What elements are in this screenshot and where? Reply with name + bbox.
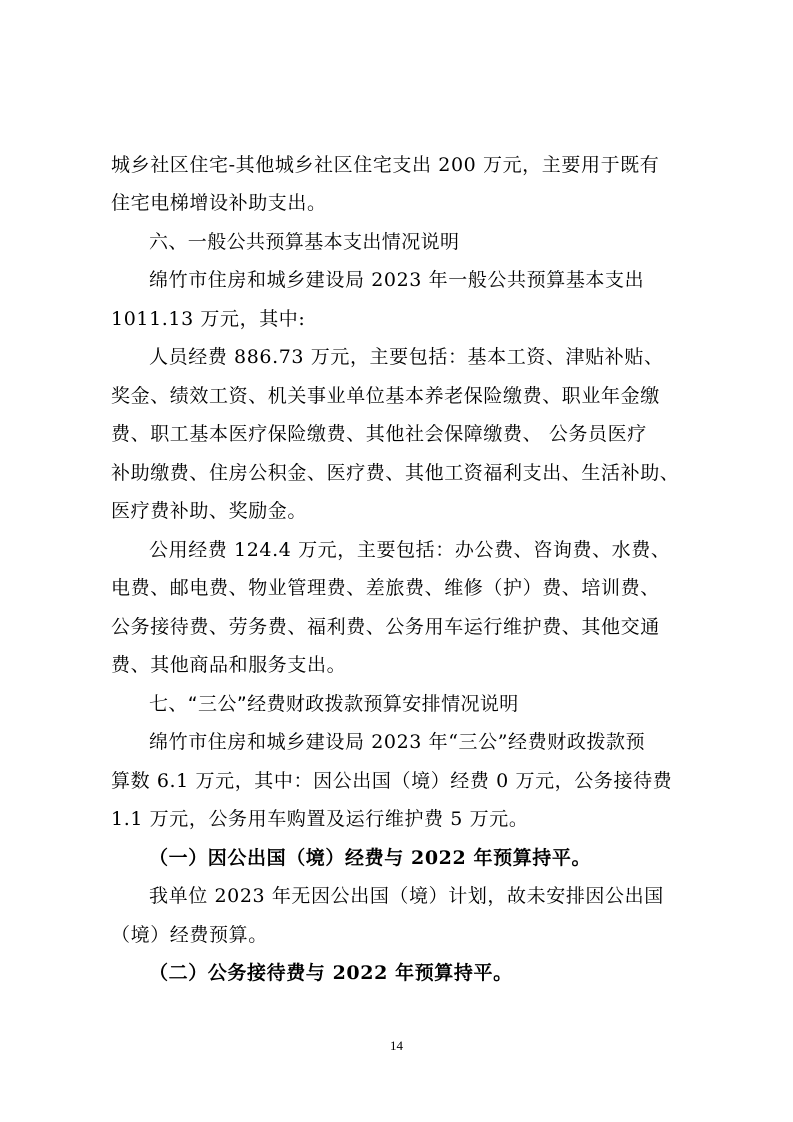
paragraph-line: 费、职工基本医疗保险缴费、其他社会保障缴费、 公务员医疗: [111, 423, 647, 445]
paragraph-line: 我单位 2023 年无因公出国（境）计划，故未安排因公出国: [149, 885, 664, 907]
section-heading-6: 六、一般公共预算基本支出情况说明: [149, 231, 460, 253]
paragraph-line: （境）经费预算。: [111, 924, 268, 946]
section-heading-7: 七、“三公”经费财政拨款预算安排情况说明: [149, 693, 519, 715]
page-number: 14: [390, 1038, 403, 1053]
paragraph-line: 公务接待费、劳务费、福利费、公务用车运行维护费、其他交通: [111, 616, 660, 638]
paragraph-line: 奖金、绩效工资、机关事业单位基本养老保险缴费、职业年金缴: [111, 385, 660, 407]
paragraph-line: 医疗费补助、奖励金。: [111, 500, 308, 522]
paragraph-line: 城乡社区住宅-其他城乡社区住宅支出 200 万元，主要用于既有: [111, 154, 660, 176]
paragraph-line: 补助缴费、住房公积金、医疗费、其他工资福利支出、生活补助、: [111, 462, 680, 484]
paragraph-line: 绵竹市住房和城乡建设局 2023 年“三公”经费财政拨款预: [149, 731, 646, 753]
paragraph-line: 人员经费 886.73 万元，主要包括：基本工资、津贴补贴、: [149, 346, 664, 368]
paragraph-line: 算数 6.1 万元，其中：因公出国（境）经费 0 万元，公务接待费: [111, 770, 673, 792]
paragraph-line: 1.1 万元，公务用车购置及运行维护费 5 万元。: [111, 808, 529, 830]
subsection-heading-1: （一）因公出国（境）经费与 2022 年预算持平。: [149, 847, 592, 869]
subsection-heading-2: （二）公务接待费与 2022 年预算持平。: [149, 962, 513, 984]
paragraph-line: 公用经费 124.4 万元，主要包括：办公费、咨询费、水费、: [149, 539, 671, 561]
paragraph-line: 住宅电梯增设补助支出。: [111, 192, 327, 214]
paragraph-line: 费、其他商品和服务支出。: [111, 654, 347, 676]
paragraph-line: 绵竹市住房和城乡建设局 2023 年一般公共预算基本支出: [149, 269, 645, 291]
paragraph-line: 电费、邮电费、物业管理费、差旅费、维修（护）费、培训费、: [111, 577, 660, 599]
paragraph-line: 1011.13 万元，其中:: [111, 308, 306, 330]
